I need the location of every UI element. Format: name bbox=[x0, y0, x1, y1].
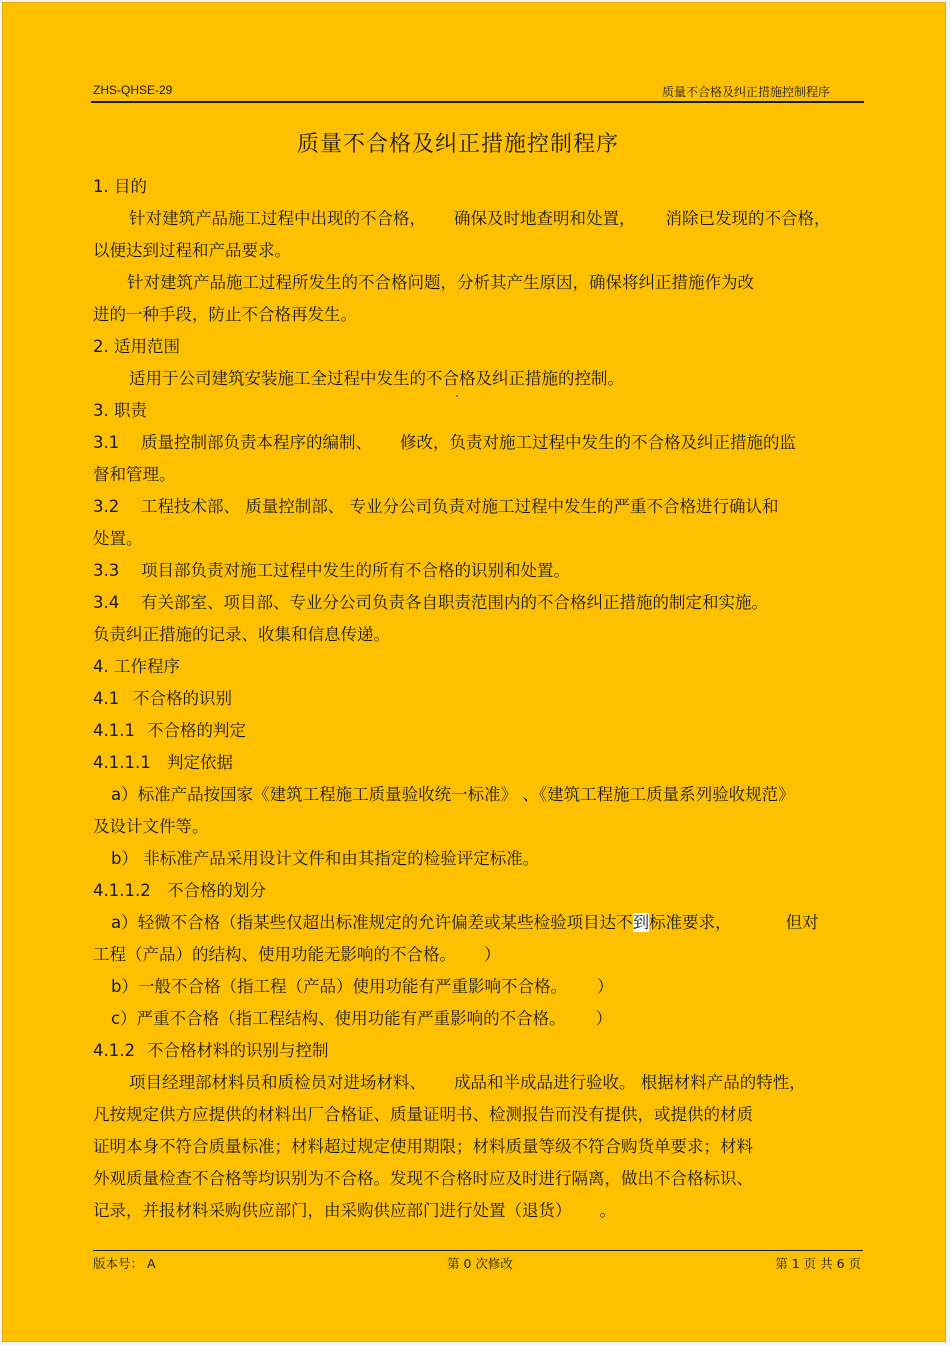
paragraph-continuation: 外观质量检查不合格等均识别为不合格。发现不合格时应及时进行隔离，做出不合格标识、 bbox=[93, 1169, 753, 1188]
document-page bbox=[2, 2, 946, 1342]
clause-4-1-1-2: 4.1.1.2 不合格的划分 bbox=[93, 881, 266, 900]
list-item-c: c）严重不合格（指工程结构、使用功能有严重影响的不合格。 ） bbox=[111, 1009, 613, 1028]
paragraph: 项目经理部材料员和质检员对进场材料、 成品和半成品进行验收。 根据材料产品的特性， bbox=[129, 1073, 806, 1092]
paragraph-continuation: 以便达到过程和产品要求。 bbox=[93, 241, 291, 260]
list-item-b: b） 非标准产品采用设计文件和由其指定的检验评定标准。 bbox=[111, 849, 540, 868]
page-header bbox=[91, 81, 864, 103]
list-item-a: a）轻微不合格（指某些仅超出标准规定的允许偏差或某些检验项目达不到标准要求， 但对 bbox=[111, 913, 819, 932]
clause-3-2: 3.2 工程技术部、 质量控制部、 专业分公司负责对施工过程中发生的严重不合格进行确认和 bbox=[93, 497, 779, 516]
clause-3-1: 3.1 质量控制部负责本程序的编制、 修改，负责对施工过程中发生的不合格及纠正措施的监 bbox=[93, 433, 796, 452]
list-item-b: b）一般不合格（指工程（产品）使用功能有严重影响不合格。 ） bbox=[111, 977, 614, 996]
section-heading-1: 1. 目的 bbox=[93, 177, 147, 196]
header-document-title: 质量不合格及纠正措施控制程序 bbox=[661, 85, 830, 99]
paragraph-continuation: 凡按规定供方应提供的材料出厂合格证、质量证明书、检测报告而没有提供，或提供的材质 bbox=[93, 1105, 753, 1124]
clause-4-1-1-1: 4.1.1.1 判定依据 bbox=[93, 753, 233, 772]
paragraph: 针对建筑产品施工过程中出现的不合格， 确保及时地查明和处置， 消除已发现的不合格， bbox=[129, 209, 831, 228]
paragraph-continuation: 督和管理。 bbox=[93, 465, 176, 484]
paragraph-continuation: 进的一种手段，防止不合格再发生。 bbox=[93, 305, 357, 324]
clause-3-3: 3.3 项目部负责对施工过程中发生的所有不合格的识别和处置。 bbox=[93, 561, 570, 580]
document-code: ZHS-QHSE-29 bbox=[93, 83, 173, 97]
clause-4-1: 4.1 不合格的识别 bbox=[93, 689, 232, 708]
page-title: 质量不合格及纠正措施控制程序 bbox=[296, 132, 619, 157]
paragraph-continuation: 负责纠正措施的记录、收集和信息传递。 bbox=[93, 625, 390, 644]
clause-3-4: 3.4 有关部室、项目部、专业分公司负责各自职责范围内的不合格纠正措施的制定和实施。 bbox=[93, 593, 768, 612]
clause-4-1-2: 4.1.2 不合格材料的识别与控制 bbox=[93, 1041, 329, 1060]
paragraph-continuation: 工程（产品）的结构、使用功能无影响的不合格。 ） bbox=[93, 945, 501, 964]
clause-4-1-1: 4.1.1 不合格的判定 bbox=[93, 721, 246, 740]
section-heading-3: 3. 职责 bbox=[93, 401, 147, 420]
page-number: 第 1 页 共 6 页 bbox=[775, 1256, 861, 1271]
paragraph-continuation: 记录，并报材料采购供应部门，由采购供应部门进行处置（退货） 。 bbox=[93, 1201, 616, 1220]
paragraph-continuation: 证明本身不符合质量标准；材料超过规定使用期限；材料质量等级不符合购货单要求；材料 bbox=[93, 1137, 753, 1156]
footer-divider bbox=[93, 1250, 863, 1251]
text-highlight: 到 bbox=[632, 913, 650, 932]
version-label: 版本号： A bbox=[93, 1256, 156, 1271]
paragraph-continuation: 处置。 bbox=[93, 529, 143, 548]
paragraph: 针对建筑产品施工过程所发生的不合格问题，分析其产生原因，确保将纠正措施作为改 bbox=[127, 273, 754, 292]
paragraph: 适用于公司建筑安装施工全过程中发生的不合格及纠正措施的控制。 bbox=[129, 369, 624, 388]
paragraph-continuation: 及设计文件等。 bbox=[93, 817, 209, 836]
section-heading-2: 2. 适用范围 bbox=[93, 337, 180, 356]
list-item-a: a）标准产品按国家《建筑工程施工质量验收统一标准》 、《建筑工程施工质量系列验收规范》 bbox=[111, 785, 795, 804]
section-heading-4: 4. 工作程序 bbox=[93, 657, 180, 676]
document-body bbox=[93, 171, 863, 1227]
revision-label: 第 0 次修改 bbox=[447, 1256, 513, 1271]
